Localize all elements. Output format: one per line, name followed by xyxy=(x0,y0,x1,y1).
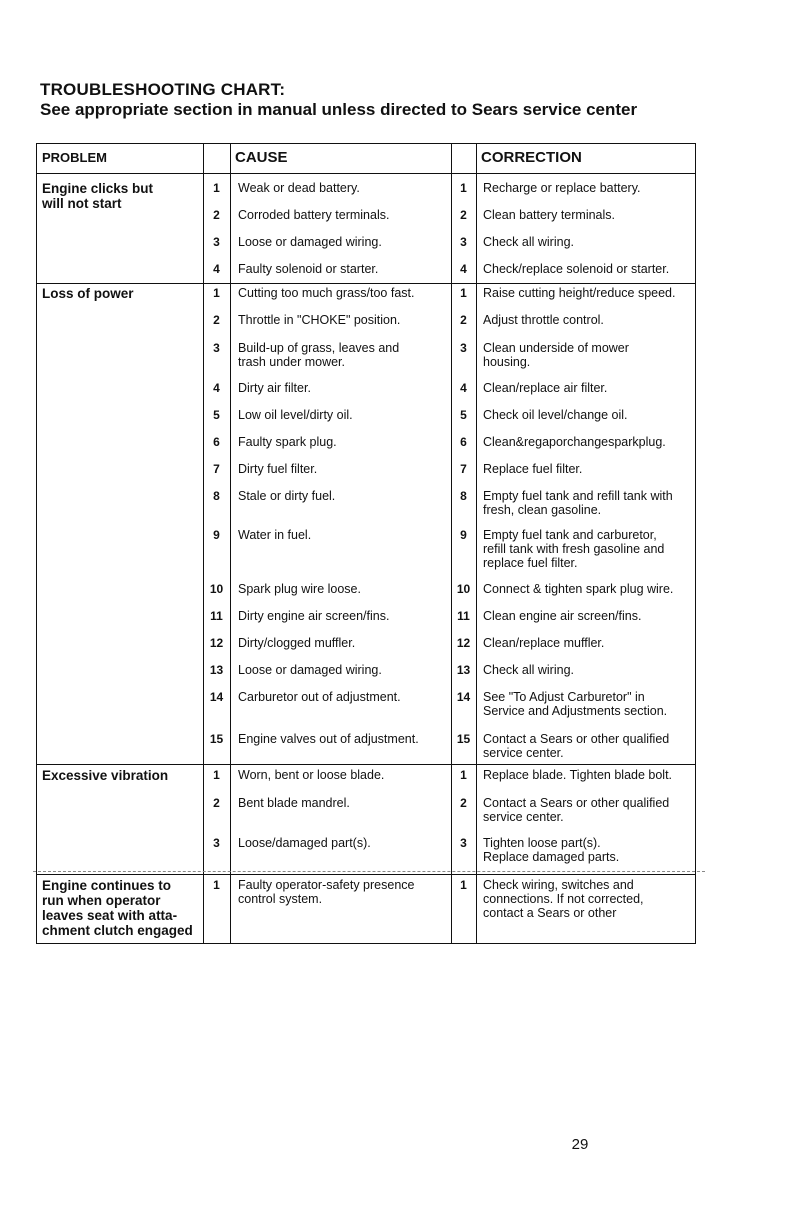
correction-number: 2 xyxy=(460,796,467,810)
cause-number: 5 xyxy=(213,408,220,422)
cause-number: 9 xyxy=(213,528,220,542)
cause-number: 2 xyxy=(213,796,220,810)
cause-text: Faulty solenoid or starter. xyxy=(238,262,379,276)
cause-number: 1 xyxy=(213,181,220,195)
cause-text: Dirty air filter. xyxy=(238,381,311,395)
column-divider xyxy=(476,144,477,943)
correction-number: 11 xyxy=(457,609,470,623)
correction-text: Clean/replace muffler. xyxy=(483,636,605,650)
correction-number: 5 xyxy=(460,408,467,422)
correction-number: 13 xyxy=(456,663,471,677)
cause-number: 3 xyxy=(213,836,220,850)
section-rule xyxy=(37,764,695,765)
chart-title: TROUBLESHOOTING CHART: xyxy=(40,80,286,99)
correction-text: Raise cutting height/reduce speed. xyxy=(483,286,676,300)
cause-text: Spark plug wire loose. xyxy=(238,582,361,596)
problem-label: Loss of power xyxy=(42,286,134,301)
cause-number: 2 xyxy=(213,208,220,222)
correction-number: 2 xyxy=(460,208,467,222)
cause-text: Low oil level/dirty oil. xyxy=(238,408,353,422)
column-header-cause: CAUSE xyxy=(235,149,288,166)
cause-number: 1 xyxy=(213,768,220,782)
cause-text: Loose or damaged wiring. xyxy=(238,235,382,249)
cause-text: Bent blade mandrel. xyxy=(238,796,350,810)
correction-number: 15 xyxy=(456,732,471,746)
correction-number: 1 xyxy=(460,768,467,782)
correction-text: Tighten loose part(s). Replace damaged parts. xyxy=(483,836,620,864)
page-number: 29 xyxy=(571,1136,589,1153)
column-header-correction: CORRECTION xyxy=(481,149,582,166)
cause-text: Loose/damaged part(s). xyxy=(238,836,371,850)
cause-text: Corroded battery terminals. xyxy=(238,208,390,222)
correction-number: 1 xyxy=(460,181,467,195)
problem-label: Engine continues to run when operator leaves seat with atta- chment clutch engaged xyxy=(42,878,193,938)
correction-text: Clean&regaporchangesparkplug. xyxy=(483,435,666,449)
cause-number: 13 xyxy=(209,663,224,677)
cause-number: 7 xyxy=(213,462,220,476)
correction-number: 4 xyxy=(460,381,467,395)
cause-number: 14 xyxy=(209,690,224,704)
cause-number: 11 xyxy=(210,609,223,623)
correction-text: Clean/replace air filter. xyxy=(483,381,608,395)
cause-number: 6 xyxy=(213,435,220,449)
correction-number: 14 xyxy=(456,690,471,704)
cause-number: 10 xyxy=(209,582,224,596)
cause-text: Loose or damaged wiring. xyxy=(238,663,382,677)
correction-number: 3 xyxy=(460,341,467,355)
correction-text: Check all wiring. xyxy=(483,235,575,249)
section-rule xyxy=(33,871,705,872)
cause-text: Worn, bent or loose blade. xyxy=(238,768,385,782)
header-rule xyxy=(37,173,695,174)
cause-text: Engine valves out of adjustment. xyxy=(238,732,419,746)
cause-text: Cutting too much grass/too fast. xyxy=(238,286,415,300)
correction-text: Empty fuel tank and carburetor, refill tank with fresh gasoline and replace fuel filter. xyxy=(483,528,665,570)
cause-text: Weak or dead battery. xyxy=(238,181,360,195)
column-divider xyxy=(230,144,231,943)
correction-number: 3 xyxy=(460,235,467,249)
section-rule xyxy=(37,283,695,284)
correction-number: 1 xyxy=(460,286,467,300)
correction-text: Clean battery terminals. xyxy=(483,208,616,222)
cause-text: Throttle in "CHOKE" position. xyxy=(238,313,401,327)
correction-number: 4 xyxy=(460,262,467,276)
correction-number: 6 xyxy=(460,435,467,449)
correction-text: Check/replace solenoid or starter. xyxy=(483,262,670,276)
section-rule xyxy=(37,874,695,875)
cause-number: 3 xyxy=(213,235,220,249)
cause-text: Dirty engine air screen/fins. xyxy=(238,609,390,623)
correction-number: 10 xyxy=(456,582,471,596)
cause-text: Carburetor out of adjustment. xyxy=(238,690,401,704)
problem-label: Engine clicks but will not start xyxy=(42,181,154,211)
correction-number: 7 xyxy=(460,462,467,476)
cause-number: 1 xyxy=(213,286,220,300)
cause-text: Faulty spark plug. xyxy=(238,435,337,449)
correction-text: Connect & tighten spark plug wire. xyxy=(483,582,674,596)
correction-text: Check oil level/change oil. xyxy=(483,408,628,422)
correction-number: 12 xyxy=(456,636,471,650)
correction-text: See "To Adjust Carburetor" in Service and Adjustments section. xyxy=(483,690,668,718)
correction-text: Empty fuel tank and refill tank with fresh, clean gasoline. xyxy=(483,489,673,517)
correction-text: Adjust throttle control. xyxy=(483,313,604,327)
cause-text: Stale or dirty fuel. xyxy=(238,489,336,503)
cause-number: 15 xyxy=(209,732,224,746)
cause-number: 3 xyxy=(213,341,220,355)
cause-text: Dirty/clogged muffler. xyxy=(238,636,356,650)
cause-number: 8 xyxy=(213,489,220,503)
cause-number: 12 xyxy=(209,636,224,650)
cause-text: Water in fuel. xyxy=(238,528,312,542)
cause-text: Faulty operator-safety presence control system. xyxy=(238,878,415,906)
correction-text: Check wiring, switches and connections. If not corrected, contact a Sears or other xyxy=(483,878,644,920)
correction-text: Clean underside of mower housing. xyxy=(483,341,629,369)
troubleshooting-table xyxy=(36,143,696,944)
correction-text: Contact a Sears or other qualified service center. xyxy=(483,796,670,824)
chart-subtitle: See appropriate section in manual unless directed to Sears service center xyxy=(40,100,638,119)
correction-text: Clean engine air screen/fins. xyxy=(483,609,642,623)
correction-number: 8 xyxy=(460,489,467,503)
problem-label: Excessive vibration xyxy=(42,768,169,783)
cause-number: 4 xyxy=(213,381,220,395)
correction-number: 9 xyxy=(460,528,467,542)
cause-number: 1 xyxy=(213,878,220,892)
cause-number: 2 xyxy=(213,313,220,327)
correction-text: Contact a Sears or other qualified service center. xyxy=(483,732,670,760)
correction-number: 3 xyxy=(460,836,467,850)
cause-number: 4 xyxy=(213,262,220,276)
cause-text: Dirty fuel filter. xyxy=(238,462,318,476)
correction-text: Replace fuel filter. xyxy=(483,462,583,476)
correction-number: 2 xyxy=(460,313,467,327)
correction-text: Replace blade. Tighten blade bolt. xyxy=(483,768,673,782)
correction-text: Recharge or replace battery. xyxy=(483,181,641,195)
correction-number: 1 xyxy=(460,878,467,892)
cause-text: Build-up of grass, leaves and trash under mower. xyxy=(238,341,400,369)
correction-text: Check all wiring. xyxy=(483,663,575,677)
column-header-problem: PROBLEM xyxy=(42,150,107,165)
